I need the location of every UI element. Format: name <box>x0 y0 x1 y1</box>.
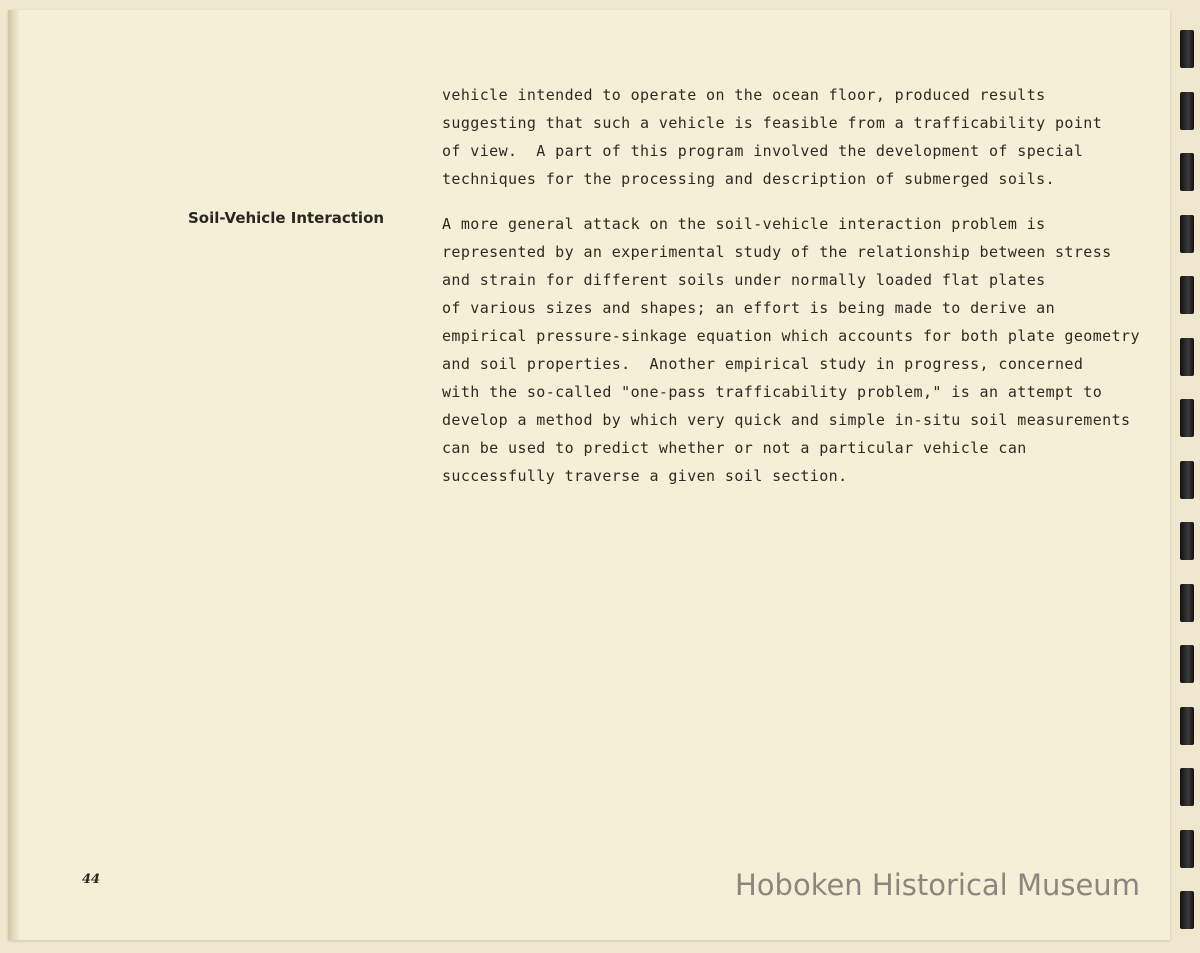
binding-ring <box>1180 215 1194 253</box>
binding-ring <box>1180 276 1194 314</box>
paragraph-line: and strain for different soils under normally loaded flat plates <box>442 271 1046 289</box>
binding-ring <box>1180 584 1194 622</box>
paragraph-line: with the so-called "one-pass trafficability problem," is an attempt to <box>442 383 1103 401</box>
paragraph-line: techniques for the processing and description of submerged soils. <box>442 170 1055 188</box>
paragraph-line: vehicle intended to operate on the ocean floor, produced results <box>442 86 1046 104</box>
paragraph-line: of various sizes and shapes; an effort is being made to derive an <box>442 299 1055 317</box>
binding-ring <box>1180 891 1194 929</box>
spiral-binding <box>1174 0 1200 953</box>
paragraph-line: suggesting that such a vehicle is feasible from a trafficability point <box>442 114 1103 132</box>
binding-ring <box>1180 338 1194 376</box>
binding-ring <box>1180 399 1194 437</box>
paragraph-line: empirical pressure-sinkage equation which accounts for both plate geometry <box>442 327 1140 345</box>
binding-ring <box>1180 461 1194 499</box>
paragraph-1 <box>442 81 1142 193</box>
binding-ring <box>1180 645 1194 683</box>
paragraph-line: develop a method by which very quick and simple in-situ soil measurements <box>442 411 1131 429</box>
paragraph-line: A more general attack on the soil-vehicle interaction problem is <box>442 215 1046 233</box>
binding-ring <box>1180 30 1194 68</box>
binding-ring <box>1180 153 1194 191</box>
paragraph-line: can be used to predict whether or not a particular vehicle can <box>442 439 1027 457</box>
museum-watermark: Hoboken Historical Museum <box>735 868 1140 902</box>
paragraph-line: of view. A part of this program involved the development of special <box>442 142 1084 160</box>
paragraph-line: and soil properties. Another empirical study in progress, concerned <box>442 355 1084 373</box>
binding-ring <box>1180 768 1194 806</box>
page-edge-shadow <box>8 10 20 940</box>
paragraph-2 <box>442 210 1142 490</box>
paragraph-line: represented by an experimental study of the relationship between stress <box>442 243 1112 261</box>
binding-ring <box>1180 92 1194 130</box>
paragraph-line: successfully traverse a given soil section. <box>442 467 848 485</box>
section-heading: Soil-Vehicle Interaction <box>188 209 385 227</box>
page-number: 44 <box>82 872 101 887</box>
binding-ring <box>1180 707 1194 745</box>
binding-ring <box>1180 830 1194 868</box>
binding-ring <box>1180 522 1194 560</box>
